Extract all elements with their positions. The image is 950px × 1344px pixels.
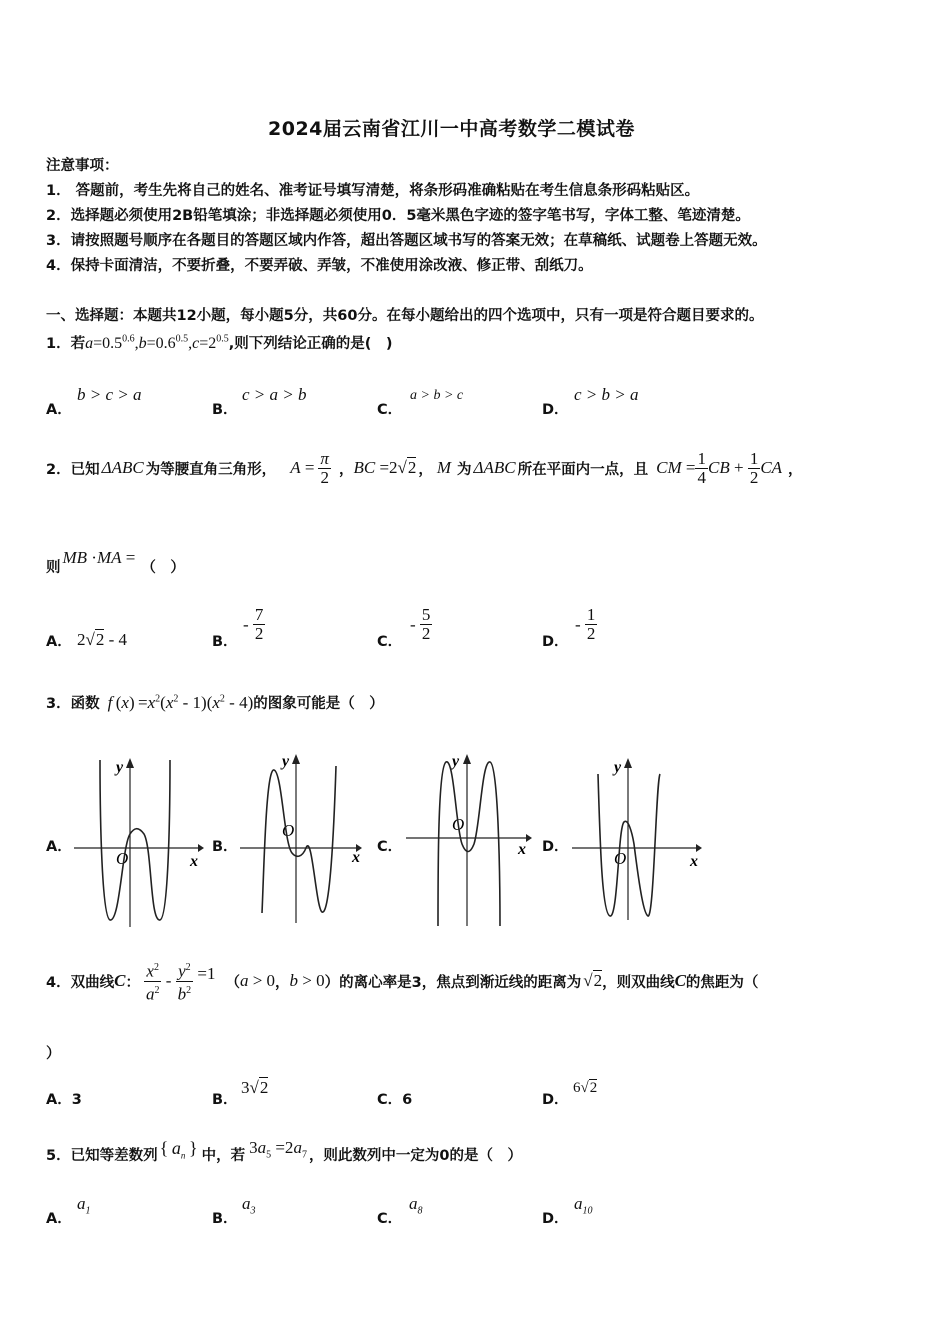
question-2-ask: 则 MB · MA = （ ） — [46, 548, 185, 576]
q5-option-c[interactable]: C． — [377, 1211, 403, 1227]
q3-graph-d — [570, 752, 706, 924]
q1-prefix: 1．若 — [46, 336, 86, 352]
q4-option-d[interactable]: D． — [542, 1092, 569, 1108]
q1-option-c[interactable]: C． — [377, 402, 403, 418]
q2-option-a[interactable]: A． — [46, 634, 72, 650]
q1-option-b[interactable]: B． — [212, 402, 238, 418]
q3-option-a[interactable]: A． — [46, 839, 72, 855]
q2-option-d[interactable]: D． — [542, 634, 569, 650]
q3-option-d[interactable]: D． — [542, 839, 569, 855]
svg-text:x: x — [352, 849, 360, 866]
q1-suffix: ,则下列结论正确的是( ) — [228, 336, 393, 352]
q2-option-a-math: 2√2 - 4 — [77, 630, 128, 649]
question-4: 4．双曲线 C ： $\frac{x^2}{a^2}$ - $\frac{y^2}{b^2}$ =1 （ a > 0 ， b > 0 ） 的离心率是3，焦点到渐近线的距离为 √2 ，则双曲线 C 的焦距为（ — [46, 958, 758, 1004]
q3-graph-c — [404, 748, 536, 932]
notice-item: 4．保持卡面清洁，不要折叠，不要弄破、弄皱，不准使用涂改液、修正带、刮纸刀。 — [46, 258, 593, 274]
q1-option-b-math: c > a > b — [242, 385, 307, 404]
q1-option-d-math: c > b > a — [574, 385, 639, 404]
svg-text:O: O — [282, 821, 295, 840]
q4-option-b[interactable]: B． — [212, 1092, 238, 1108]
q4-option-a[interactable]: A．3 — [46, 1092, 82, 1108]
svg-text:y: y — [116, 759, 124, 776]
notice-item: 3．请按照题号顺序在各题目的答题区域内作答，超出答题区域书写的答案无效；在草稿纸、试题卷上答题无效。 — [46, 233, 767, 249]
q3-graph-b — [238, 748, 370, 928]
q1-option-a[interactable]: A． — [46, 402, 72, 418]
svg-text:O: O — [116, 849, 129, 868]
svg-text:x: x — [190, 853, 198, 870]
q2-option-c[interactable]: C． — [377, 634, 403, 650]
q1-formula: $a=0.5^{0.6},b=0.6^{0.5},c=2^{0.5}$ — [85, 333, 229, 352]
question-4-close: ） — [46, 1046, 61, 1062]
q1-option-a-math: b > c > a — [77, 385, 142, 404]
section-heading: 一、选择题：本题共12小题，每小题5分，共60分。在每小题给出的四个选项中，只有一项是符合题目要求的。 — [46, 308, 764, 324]
svg-text:O: O — [452, 815, 465, 834]
q4-option-d-math: 6√2 — [573, 1080, 598, 1096]
notice-item: 2．选择题必须使用2B铅笔填涂；非选择题必须使用0．5毫米黑色字迹的签字笔书写，字体工整、笔迹清楚。 — [46, 208, 750, 224]
q5-option-c-math: $a_8$ — [409, 1194, 423, 1217]
q3-graph-a — [72, 752, 204, 932]
svg-text:y: y — [282, 753, 290, 770]
notice-item: 1． 答题前，考生先将自己的姓名、准考证号填写清楚，将条形码准确粘贴在考生信息条形码粘贴区。 — [46, 183, 700, 199]
q5-option-a[interactable]: A． — [46, 1211, 72, 1227]
svg-text:y: y — [614, 759, 622, 776]
question-5: 5．已知等差数列 { $a_n$ } 中，若 $3a_5 =2a_7$ ，则此数列中一定为0的是（ ） — [46, 1137, 523, 1164]
svg-text:O: O — [614, 849, 627, 868]
page-title: 2024届云南省江川一中高考数学二模试卷 — [268, 118, 635, 140]
q2-option-c-math: - $\frac{5}{2}$ — [410, 605, 431, 643]
q5-option-b-math: $a_3$ — [242, 1194, 256, 1217]
q1-option-d[interactable]: D． — [542, 402, 569, 418]
question-2: 2．已知 ΔABC 为等腰直角三角形， A = $\frac{\pi}{2}$ ， BC =2√2 ， M 为 ΔABC 所在平面内一点，且 CM = $\frac{1}{4}$ CB + $\frac{1}{2}$ CA ， — [46, 448, 803, 487]
question-1 — [46, 332, 393, 353]
q1-option-c-math: a > b > c — [410, 388, 464, 403]
q2-option-b-math: - $\frac{7}{2}$ — [243, 605, 264, 643]
q3-option-b[interactable]: B． — [212, 839, 238, 855]
svg-text:x: x — [690, 853, 698, 870]
q5-option-b[interactable]: B． — [212, 1211, 238, 1227]
q5-option-a-math: $a_1$ — [77, 1194, 91, 1217]
notice-heading: 注意事项： — [46, 158, 119, 174]
q3-option-c[interactable]: C． — [377, 839, 403, 855]
q4-option-b-math: 3√2 — [241, 1078, 269, 1097]
q4-option-c[interactable]: C．6 — [377, 1092, 413, 1108]
question-3: 3．函数 f $(x) =x^2(x^2 - 1)(x^2 - 4)$ 的图象可能是（ ） — [46, 692, 384, 712]
svg-text:y: y — [452, 753, 460, 770]
q5-option-d-math: $a_{10}$ — [574, 1194, 593, 1217]
q2-option-d-math: - $\frac{1}{2}$ — [575, 605, 596, 643]
q2-option-b[interactable]: B． — [212, 634, 238, 650]
q5-option-d[interactable]: D． — [542, 1211, 569, 1227]
svg-text:x: x — [518, 841, 526, 858]
